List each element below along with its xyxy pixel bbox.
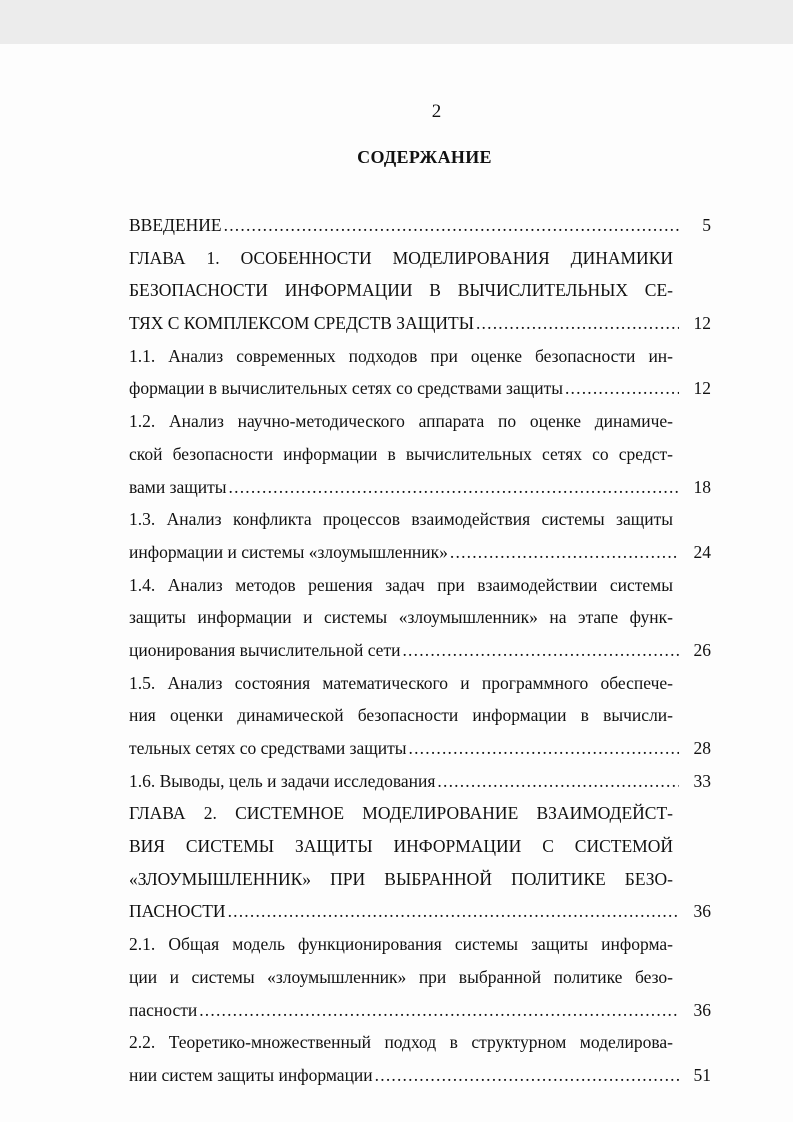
toc-entry [129,765,711,798]
toc-entry-text: ВВЕДЕНИЕ [129,215,222,235]
toc-entry-line: 1.5. Анализ состояния математического и программного обеспече- [129,672,673,693]
toc-entry-text: ТЯХ С КОМПЛЕКСОМ СРЕДСТВ ЗАЩИТЫ [129,313,474,334]
dot-leader [228,895,679,928]
toc-page-number: 28 [693,738,711,758]
toc-entry-last-line [129,1059,711,1092]
toc-entry-text: тельных сетях со средствами защиты [129,738,407,758]
toc-page-number: 12 [693,313,711,334]
dot-leader [409,732,679,765]
scan-top-edge [0,0,793,44]
toc-entry-text: 1.6. Выводы, цель и задачи исследования [129,770,436,791]
toc-page-number: 33 [693,770,711,791]
dot-leader [450,536,679,569]
toc-entry [129,209,711,242]
dot-leader [437,765,679,798]
toc-entry-last-line [129,307,711,340]
toc-entry-text: нии систем защиты информации [129,1064,373,1085]
toc-entry-line: ции и системы «злоумышленник» при выбранной политике безо- [129,966,673,987]
toc-entry [129,928,711,1026]
toc-page-number: 51 [693,1064,711,1085]
toc-entry-text: вами защиты [129,476,227,497]
toc-page-number: 12 [693,378,711,399]
toc-entry-line: ГЛАВА 2. СИСТЕМНОЕ МОДЕЛИРОВАНИЕ ВЗАИМОДЕЙСТ- [129,803,673,824]
toc-entry-text: ПАСНОСТИ [129,901,226,922]
dot-leader [229,471,679,504]
toc-page-number: 5 [702,215,711,235]
toc-page-number: 36 [693,901,711,922]
toc-entry-line: ской безопасности информации в вычислительных сетях со средст- [129,443,673,464]
toc-page-number: 24 [693,541,711,562]
toc-entry-text: информации и системы «злоумышленник» [129,541,448,562]
toc-entry-line: ния оценки динамической безопасности информации в вычисли- [129,705,673,726]
toc-entry-last-line [129,994,711,1027]
dot-leader [402,634,679,667]
toc-entry-line: 1.4. Анализ методов решения задач при взаимодействии системы [129,574,673,595]
page-number: 2 [431,101,442,122]
toc-entry-line: 2.2. Теоретико-множественный подход в структурном моделирова- [129,1032,673,1053]
toc-entry-text: формации в вычислительных сетях со средствами защиты [129,378,563,399]
toc-entry-line: «ЗЛОУМЫШЛЕННИК» ПРИ ВЫБРАННОЙ ПОЛИТИКЕ БЕЗО- [129,868,673,889]
toc-entry [129,405,711,503]
toc-entry-line: 2.1. Общая модель функционирования системы защиты информа- [129,934,673,955]
toc-entry-line: 1.1. Анализ современных подходов при оценке безопасности ин- [129,345,673,366]
toc-entry [129,797,711,928]
toc-entry-last-line [129,372,711,405]
toc-entry-line: защиты информации и системы «злоумышленник» на этапе функ- [129,607,673,628]
toc-entry-last-line [129,209,711,242]
toc-entry [129,667,711,765]
toc-page-number: 36 [693,999,711,1020]
dot-leader [224,209,679,242]
toc-entry-last-line [129,536,711,569]
toc-entry-line: ГЛАВА 1. ОСОБЕННОСТИ МОДЕЛИРОВАНИЯ ДИНАМИКИ [129,247,673,268]
toc-entry [129,503,711,568]
toc-entry-last-line [129,634,711,667]
toc-entry-last-line [129,895,711,928]
toc-entry-line: 1.3. Анализ конфликта процессов взаимодействия системы защиты [129,509,673,530]
toc-entry [129,340,711,405]
toc-title: СОДЕРЖАНИЕ [357,147,492,167]
dot-leader [199,994,679,1027]
toc-entry-text: ционирования вычислительной сети [129,639,401,660]
toc-entry-line: 1.2. Анализ научно-методического аппарата по оценке динамиче- [129,411,673,432]
toc-entry-line: БЕЗОПАСНОСТИ ИНФОРМАЦИИ В ВЫЧИСЛИТЕЛЬНЫХ СЕ- [129,280,673,301]
table-of-contents [129,209,711,1092]
toc-entry [129,569,711,667]
dot-leader [375,1059,679,1092]
toc-entry-last-line [129,765,711,798]
toc-page-number: 18 [693,476,711,497]
toc-entry-text: пасности [129,999,198,1020]
dot-leader [565,372,679,405]
toc-entry [129,1026,711,1091]
toc-entry [129,242,711,340]
toc-entry-last-line [129,471,711,504]
toc-entry-last-line [129,732,711,765]
toc-page-number: 26 [693,639,711,660]
dot-leader [476,307,679,340]
toc-entry-line: ВИЯ СИСТЕМЫ ЗАЩИТЫ ИНФОРМАЦИИ С СИСТЕМОЙ [129,836,673,857]
